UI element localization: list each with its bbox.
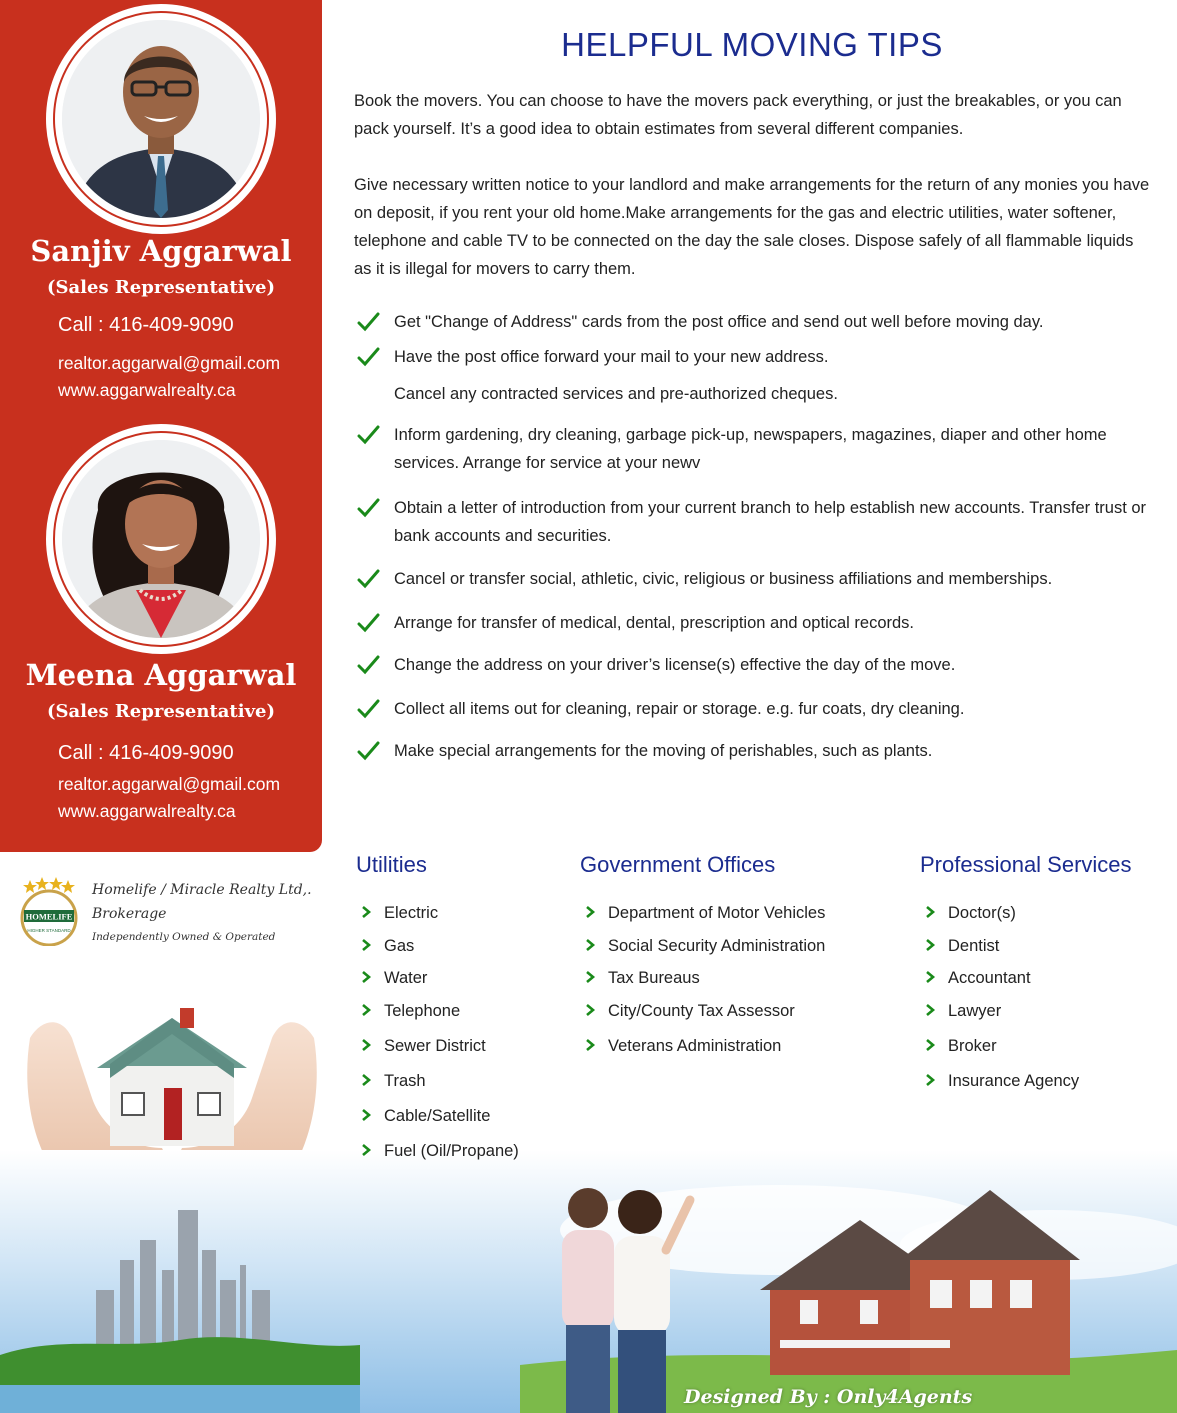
tip-text: Arrange for transfer of medical, dental, prescription and optical records. [394, 614, 915, 632]
brokerage-type: Brokerage [92, 906, 167, 922]
list-item-label: City/County Tax Assessor [608, 1002, 795, 1020]
list-item-label: Cable/Satellite [384, 1107, 491, 1125]
agent-photo-meena [62, 440, 260, 638]
agent-name: Sanjiv Aggarwal [30, 234, 292, 268]
chevron-right-icon [360, 1143, 372, 1157]
chevron-right-icon [360, 1108, 372, 1122]
checkmark-icon [356, 567, 380, 591]
checkmark-icon [356, 310, 380, 334]
agent-sidebar [0, 0, 322, 852]
tip-item [354, 421, 1154, 477]
list-item-label: Water [384, 969, 428, 987]
list-item-label: Insurance Agency [948, 1072, 1080, 1090]
agent-photo-sanjiv [62, 20, 260, 218]
list-item [924, 969, 1031, 988]
tip-text: Cancel or transfer social, athletic, civic, religious or business affiliations and memberships. [394, 570, 1053, 588]
chevron-right-icon [584, 938, 596, 952]
chevron-right-icon [924, 1073, 936, 1087]
checkmark-icon [356, 739, 380, 763]
list-item [360, 1037, 486, 1056]
logo-text: HOMELIFE [25, 911, 73, 922]
neighborhood-scene-illustration [0, 1150, 1177, 1413]
agent-website[interactable]: www.aggarwalrealty.ca [58, 380, 236, 400]
list-item [584, 969, 700, 988]
chevron-right-icon [360, 1073, 372, 1087]
list-item-label: Fuel (Oil/Propane) [384, 1142, 519, 1160]
tip-item [354, 308, 1154, 336]
agent-phone[interactable]: Call : 416-409-9090 [58, 742, 234, 764]
list-item [360, 1142, 519, 1161]
list-item [924, 1037, 997, 1056]
agent-website[interactable]: www.aggarwalrealty.ca [58, 801, 236, 821]
column-heading-government: Government Offices [580, 852, 776, 877]
list-item [360, 937, 414, 956]
page-title: HELPFUL MOVING TIPS [561, 26, 943, 63]
list-item-label: Department of Motor Vehicles [608, 904, 826, 922]
brokerage-logo-block [16, 876, 316, 952]
list-item [584, 904, 825, 923]
list-item [924, 1002, 1001, 1021]
tip-text: Have the post office forward your mail to your new address. [394, 348, 829, 366]
list-item-label: Gas [384, 937, 415, 955]
list-item [584, 937, 825, 956]
list-item-label: Tax Bureaus [608, 969, 700, 987]
list-item-label: Lawyer [948, 1002, 1002, 1020]
list-item-label: Trash [384, 1072, 426, 1090]
list-item-label: Veterans Administration [608, 1037, 782, 1055]
list-item [360, 1002, 460, 1021]
list-item-label: Broker [948, 1037, 997, 1055]
list-item [360, 1072, 426, 1091]
tip-item [354, 609, 1154, 637]
brokerage-name: Homelife / Miracle Realty Ltd,. [92, 882, 312, 898]
chevron-right-icon [584, 970, 596, 984]
list-item [924, 1072, 1079, 1091]
tip-item [354, 695, 1154, 723]
tip-text: Obtain a letter of introduction from your current branch to help establish new accounts. Transfer trust or bank accounts and securities. [394, 499, 1147, 545]
agent-email[interactable]: realtor.aggarwal@gmail.com [58, 774, 281, 794]
house-in-hands-illustration [22, 978, 322, 1170]
list-item [360, 969, 427, 988]
tip-item [354, 380, 1154, 408]
logo-subtext: HIGHER STANDARD [27, 928, 71, 933]
column-heading-professional: Professional Services [920, 852, 1132, 877]
tip-text: Change the address on your driver’s license(s) effective the day of the move. [394, 656, 956, 674]
tip-item [354, 343, 1154, 371]
tip-item [354, 565, 1154, 593]
tip-text: Collect all items out for cleaning, repair or storage. e.g. fur coats, dry cleaning. [394, 700, 965, 718]
checkmark-icon [356, 611, 380, 635]
checkmark-icon [356, 653, 380, 677]
checkmark-icon [356, 697, 380, 721]
chevron-right-icon [924, 970, 936, 984]
chevron-right-icon [584, 1003, 596, 1017]
tip-text: Cancel any contracted services and pre-authorized cheques. [394, 385, 838, 403]
tip-item [354, 737, 1154, 765]
list-item [584, 1037, 781, 1056]
chevron-right-icon [360, 970, 372, 984]
list-item [360, 1107, 490, 1126]
agent-email[interactable]: realtor.aggarwal@gmail.com [58, 353, 281, 373]
list-item-label: Doctor(s) [948, 904, 1016, 922]
chevron-right-icon [924, 1038, 936, 1052]
portrait-frame [46, 4, 276, 234]
chevron-right-icon [360, 905, 372, 919]
checkmark-icon [356, 496, 380, 520]
list-item [924, 904, 1016, 923]
brokerage-tagline: Independently Owned & Operated [92, 931, 276, 943]
list-item-label: Social Security Administration [608, 937, 826, 955]
agent-title: (Sales Representative) [46, 701, 276, 722]
chevron-right-icon [360, 1038, 372, 1052]
list-item-label: Accountant [948, 969, 1031, 987]
tip-item [354, 651, 1154, 679]
chevron-right-icon [584, 1038, 596, 1052]
homelife-logo-icon [16, 876, 82, 946]
list-item-label: Sewer District [384, 1037, 486, 1055]
chevron-right-icon [924, 938, 936, 952]
intro-paragraph: Give necessary written notice to your landlord and make arrangements for the return of any monies you have on deposit, if you rent your old home.Make arrangements for the gas and electric utilities, water softener, telephone and cable TV to be connected on the day the sale closes. Dispose safely of all flammable liquids as it is illegal for movers to carry them. [354, 176, 1150, 278]
checkmark-icon [356, 423, 380, 447]
tip-item [354, 494, 1154, 550]
list-item-label: Electric [384, 904, 439, 922]
tip-text: Inform gardening, dry cleaning, garbage pick-up, newspapers, magazines, diaper and other home services. Arrange for service at your newv [394, 426, 1107, 472]
chevron-right-icon [584, 905, 596, 919]
chevron-right-icon [924, 905, 936, 919]
portrait-frame [46, 424, 276, 654]
chevron-right-icon [360, 1003, 372, 1017]
agent-title: (Sales Representative) [46, 277, 276, 298]
tip-text: Make special arrangements for the moving of perishables, such as plants. [394, 742, 933, 760]
column-heading-utilities: Utilities [356, 852, 427, 877]
intro-paragraph: Book the movers. You can choose to have the movers pack everything, or just the breakables, or you can pack yourself. It’s a good idea to obtain estimates from several different companies. [354, 92, 1122, 138]
list-item-label: Dentist [948, 937, 1000, 955]
designer-credit: Designed By : Only4Agents [684, 1386, 973, 1408]
tip-text: Get "Change of Address" cards from the post office and send out well before moving day. [394, 313, 1044, 331]
list-item [360, 904, 438, 923]
checkmark-icon [356, 345, 380, 369]
chevron-right-icon [360, 938, 372, 952]
chevron-right-icon [924, 1003, 936, 1017]
agent-name: Meena Aggarwal [25, 658, 297, 692]
list-item [924, 937, 999, 956]
agent-phone[interactable]: Call : 416-409-9090 [58, 314, 234, 336]
list-item [584, 1002, 795, 1021]
list-item-label: Telephone [384, 1002, 461, 1020]
